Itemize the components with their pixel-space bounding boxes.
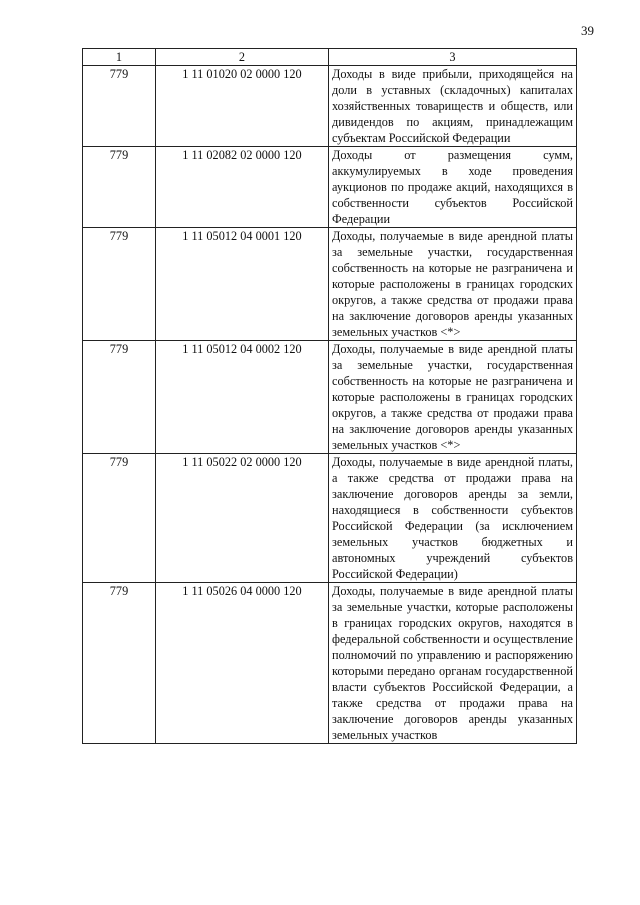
table-row — [83, 147, 577, 228]
description-cell: Доходы в виде прибыли, приходящейся на доли в уставных (складочных) капиталах хозяйственных товариществ и обществ, или дивидендов по акциям, принадлежащим субъектам Российской Федерации — [329, 66, 577, 147]
budget-code-cell: 1 11 05022 02 0000 120 — [156, 454, 329, 583]
admin-code-cell: 779 — [83, 454, 156, 583]
description-cell: Доходы, получаемые в виде арендной платы, а также средства от продажи права на заключение договоров аренды за земли, находящиеся в собственности субъектов Российской Федерации (за исключением земельных участков бюджетных и автономных учреждений субъектов Российской Федерации) — [329, 454, 577, 583]
table-row — [83, 454, 577, 583]
table-row — [83, 228, 577, 341]
budget-code-cell: 1 11 01020 02 0000 120 — [156, 66, 329, 147]
table-row — [83, 341, 577, 454]
page-number: 39 — [581, 23, 594, 38]
admin-code-cell: 779 — [83, 66, 156, 147]
admin-code-cell: 779 — [83, 147, 156, 228]
description-cell: Доходы, получаемые в виде арендной платы за земельные участки, которые расположены в границах городских округов, находятся в федеральной собственности и осуществление полномочий по управлению и распоряжению которыми передано органам государственной власти субъектов Российской Федерации, а также средства от продажи права на заключение договоров аренды указанных земельных участков — [329, 583, 577, 744]
column-header-1: 1 — [83, 49, 156, 66]
revenue-codes-table — [82, 48, 577, 744]
admin-code-cell: 779 — [83, 583, 156, 744]
budget-code-cell: 1 11 05012 04 0001 120 — [156, 228, 329, 341]
description-cell: Доходы от размещения сумм, аккумулируемых в ходе проведения аукционов по продаже акций, находящихся в собственности субъектов Российской Федерации — [329, 147, 577, 228]
admin-code-cell: 779 — [83, 341, 156, 454]
admin-code-cell: 779 — [83, 228, 156, 341]
budget-code-cell: 1 11 05026 04 0000 120 — [156, 583, 329, 744]
budget-code-cell: 1 11 02082 02 0000 120 — [156, 147, 329, 228]
table-header-row — [83, 49, 577, 66]
table-row — [83, 583, 577, 744]
description-cell: Доходы, получаемые в виде арендной платы за земельные участки, государственная собственность на которые не разграничена и которые расположены в границах городских округов, а также средства от продажи права на заключение договоров аренды указанных земельных участков <*> — [329, 341, 577, 454]
table-row — [83, 66, 577, 147]
description-cell: Доходы, получаемые в виде арендной платы за земельные участки, государственная собственность на которые не разграничена и которые расположены в границах городских округов, а также средства от продажи права на заключение договоров аренды указанных земельных участков <*> — [329, 228, 577, 341]
column-header-2: 2 — [156, 49, 329, 66]
budget-code-cell: 1 11 05012 04 0002 120 — [156, 341, 329, 454]
column-header-3: 3 — [329, 49, 577, 66]
